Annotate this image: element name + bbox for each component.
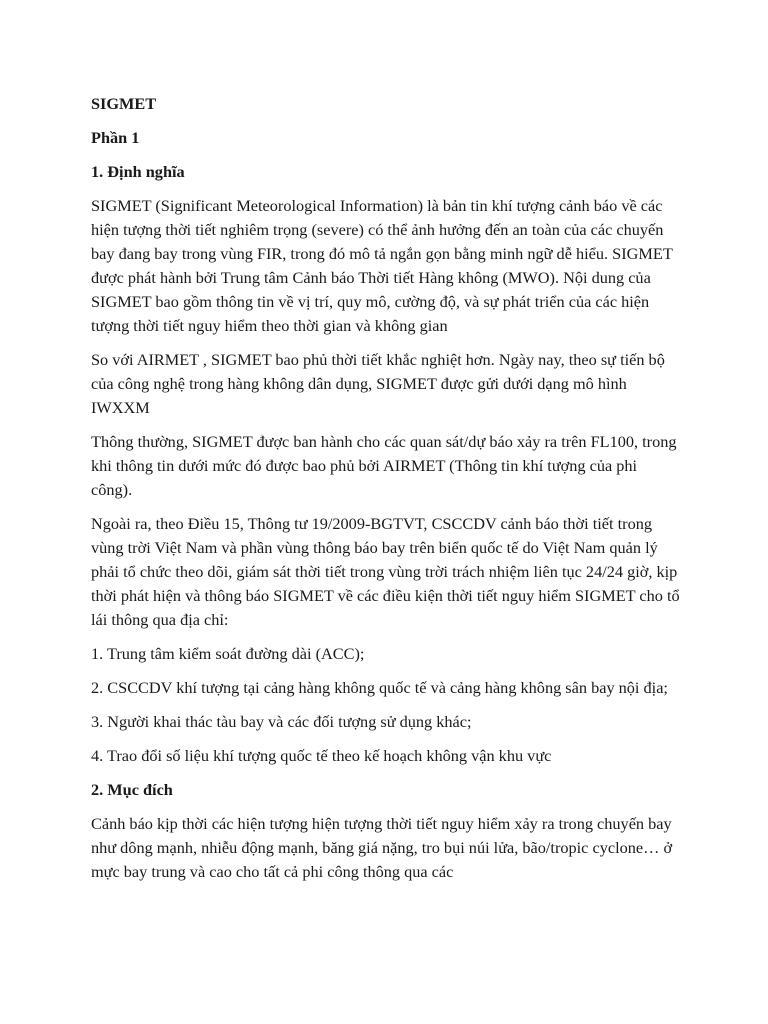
list-item: 4. Trao đổi số liệu khí tượng quốc tế theo kế hoạch không vận khu vực (91, 746, 552, 765)
paragraph: Thông thường, SIGMET được ban hành cho các quan sát/dự báo xảy ra trên FL100, trong khi thông tin dưới mức đó được bao phủ bởi AIRMET (Thông tin khí tượng của phi công). (91, 432, 677, 499)
paragraph: So với AIRMET , SIGMET bao phủ thời tiết khắc nghiệt hơn. Ngày nay, theo sự tiến bộ của công nghệ trong hàng không dân dụng, SIGMET được gửi dưới dạng mô hình IWXXM (91, 350, 665, 417)
paragraph: Cảnh báo kịp thời các hiện tượng hiện tượng thời tiết nguy hiểm xảy ra trong chuyến bay như dông mạnh, nhiễu động mạnh, băng giá nặng, tro bụi núi lửa, bão/tropic cyclone… ở mực bay trung và cao cho tất cả phi công thông qua các (91, 814, 673, 881)
part-heading: Phần 1 (91, 128, 140, 147)
section-heading-definition: 1. Định nghĩa (91, 162, 185, 181)
document-page (91, 92, 681, 894)
list-item: 2. CSCCDV khí tượng tại cảng hàng không quốc tế và cảng hàng không sân bay nội địa; (91, 678, 668, 697)
list-item: 3. Người khai thác tàu bay và các đối tượng sử dụng khác; (91, 712, 472, 731)
document-title: SIGMET (91, 94, 157, 113)
paragraph: SIGMET (Significant Meteorological Information) là bản tin khí tượng cảnh báo về các hiện tượng thời tiết nghiêm trọng (severe) có thể ảnh hưởng đến an toàn của các chuyến bay đang bay trong vùng FIR, trong đó mô tả ngắn gọn bằng minh ngữ dễ hiểu. SIGMET được phát hành bởi Trung tâm Cảnh báo Thời tiết Hàng không (MWO). Nội dung của SIGMET bao gồm thông tin về vị trí, quy mô, cường độ, và sự phát triển của các hiện tượng thời tiết nguy hiểm theo thời gian và không gian (91, 196, 673, 335)
list-item: 1. Trung tâm kiểm soát đường dài (ACC); (91, 644, 365, 663)
paragraph: Ngoài ra, theo Điều 15, Thông tư 19/2009-BGTVT, CSCCDV cảnh báo thời tiết trong vùng trời Việt Nam và phần vùng thông báo bay trên biển quốc tế do Việt Nam quản lý phải tổ chức theo dõi, giám sát thời tiết trong vùng trời trách nhiệm liên tục 24/24 giờ, kịp thời phát hiện và thông báo SIGMET về các điều kiện thời tiết nguy hiểm SIGMET cho tổ lái thông qua địa chỉ: (91, 514, 680, 629)
section-heading-purpose: 2. Mục đích (91, 780, 173, 799)
